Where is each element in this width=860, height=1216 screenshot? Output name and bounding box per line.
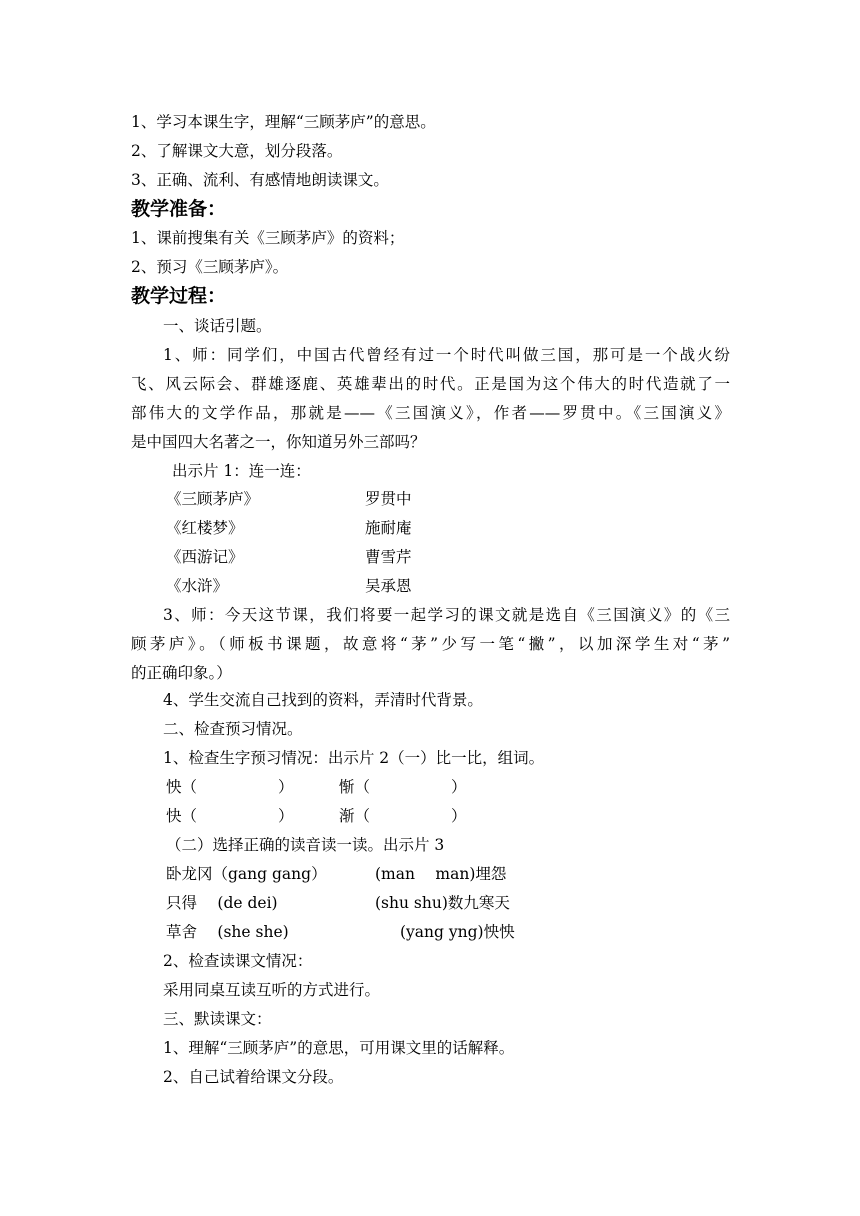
pron-left-3: 草舍 (she she): [166, 923, 289, 941]
pron-right-1: (man man)埋怨: [375, 865, 507, 883]
objective-2: 2、了解课文大意，划分段落。: [131, 142, 343, 160]
compare-row-2-a-close: ）: [278, 807, 294, 825]
match-book-1: 《三顾茅庐》: [166, 490, 260, 508]
paragraph-4: 4、学生交流自己找到的资料，弄清时代背景。: [163, 691, 483, 709]
section-2-item-1: 1、检查生字预习情况：出示片 2（一）比一比，组词。: [163, 749, 545, 767]
section-2-item-2: 2、检查读课文情况：: [163, 952, 313, 970]
prep-item-2: 2、预习《三顾茅庐》。: [131, 258, 289, 276]
paragraph-1-line-4: 是中国四大名著之一，你知道另外三部吗？: [131, 433, 426, 451]
compare-row-2-a: 快（: [166, 807, 198, 825]
paragraph-3-line-1: 3、师：今天这节课，我们将要一起学习的课文就是选自《三国演义》的《三: [163, 606, 730, 624]
compare-row-2-b-close: ）: [451, 807, 467, 825]
section-2-title: 二、检查预习情况。: [163, 720, 303, 738]
paragraph-1-line-2: 飞、风云际会、群雄逐鹿、英雄辈出的时代。正是国为这个伟大的时代造就了一: [131, 375, 730, 393]
paragraph-3-line-3: 的正确印象。）: [131, 664, 232, 682]
compare-row-1-a: 怏（: [166, 778, 198, 796]
objective-1: 1、学习本课生字，理解“三顾茅庐”的意思。: [131, 113, 436, 131]
slide-1-caption: 出示片 1：连一连：: [172, 462, 311, 480]
section-3-item-1: 1、理解“三顾茅庐”的意思，可用课文里的话解释。: [163, 1039, 515, 1057]
match-author-3: 曹雪芹: [365, 548, 412, 566]
choose-pronunciation-caption: （二）选择正确的读音读一读。出示片 3: [166, 836, 445, 854]
prep-item-1: 1、课前搜集有关《三顾茅庐》的资料；: [131, 229, 405, 247]
compare-row-2-b: 渐（: [339, 807, 371, 825]
pron-right-2: (shu shu)数九寒天: [375, 894, 510, 912]
objective-3: 3、正确、流利、有感情地朗读课文。: [131, 171, 389, 189]
match-book-4: 《水浒》: [166, 577, 229, 595]
section-2-item-2-method: 采用同桌互读互听的方式进行。: [163, 981, 381, 999]
match-book-3: 《西游记》: [166, 548, 244, 566]
match-author-2: 施耐庵: [365, 519, 412, 537]
paragraph-1-line-1: 1、师：同学们，中国古代曾经有过一个时代叫做三国，那可是一个战火纷: [163, 346, 730, 364]
pron-left-1: 卧龙冈（gang gang）: [166, 865, 327, 883]
match-author-4: 吴承恩: [365, 577, 412, 595]
match-author-1: 罗贯中: [365, 490, 412, 508]
pron-right-3: (yang yng)怏怏: [400, 923, 515, 941]
compare-row-1-b: 惭（: [339, 778, 371, 796]
pron-left-2: 只得 (de dei): [166, 894, 278, 912]
section-1-title: 一、谈话引题。: [163, 317, 272, 335]
paragraph-1-line-3: 部伟大的文学作品，那就是——《三国演义》，作者——罗贯中。《三国演义》: [131, 404, 730, 422]
match-book-2: 《红楼梦》: [166, 519, 244, 537]
process-heading: 教学过程：: [131, 285, 227, 307]
section-3-title: 三、默读课文：: [163, 1010, 272, 1028]
compare-row-1-b-close: ）: [451, 778, 467, 796]
prep-heading: 教学准备：: [131, 198, 227, 220]
compare-row-1-a-close: ）: [278, 778, 294, 796]
paragraph-3-line-2: 顾茅庐》。（师板书课题，故意将“茅”少写一笔“撇”，以加深学生对“茅”: [131, 635, 730, 653]
section-3-item-2: 2、自己试着给课文分段。: [163, 1068, 344, 1086]
